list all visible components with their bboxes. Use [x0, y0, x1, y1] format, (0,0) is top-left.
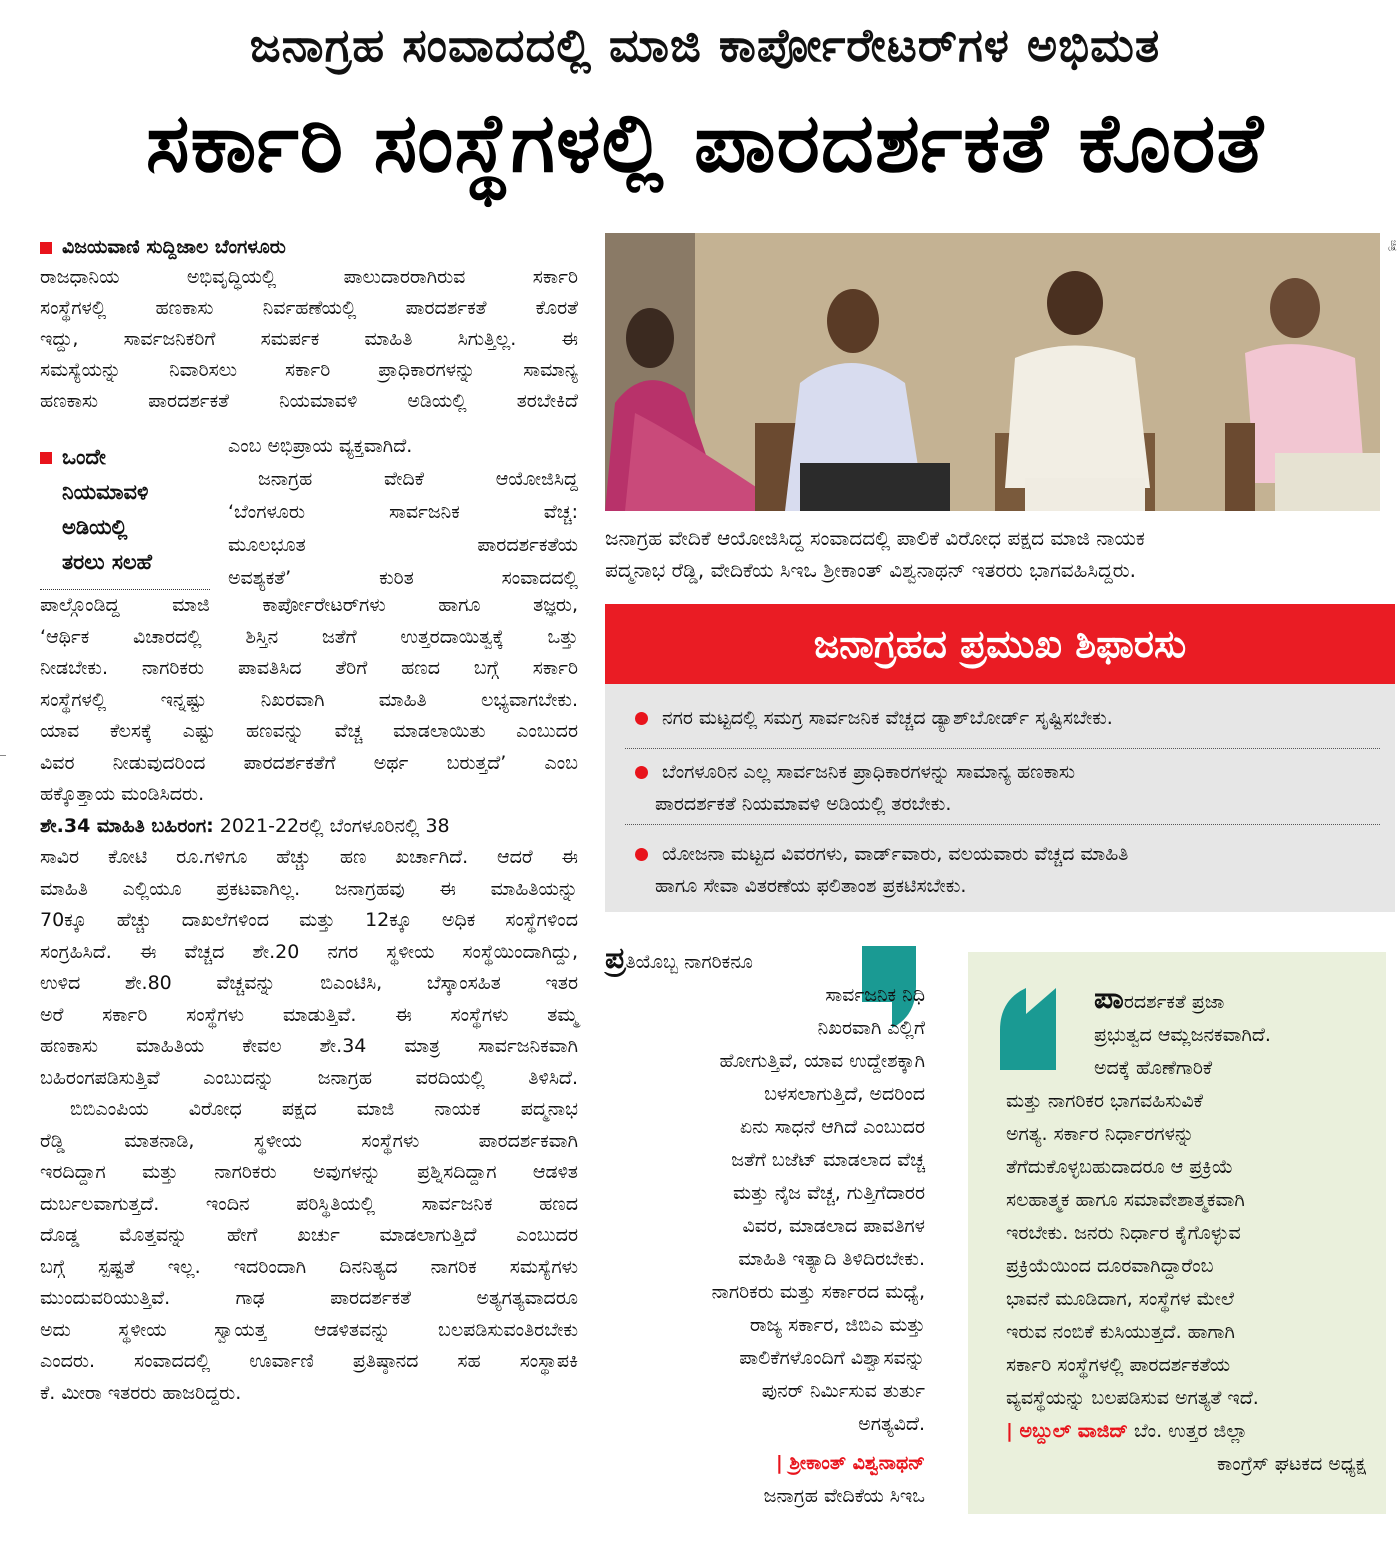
paragraph-demands — [40, 590, 578, 811]
bullet-dot-icon — [635, 766, 648, 779]
quote-line: ಜತೆಗೆ ಬಜೆಟ್ ಮಾಡಲಾದ ವೆಚ್ಚ — [731, 1149, 925, 1171]
bullet-dot-icon — [635, 848, 648, 861]
quote-line: ಇರುವ ನಂಬಿಕೆ ಕುಸಿಯುತ್ತದೆ. ಹಾಗಾಗಿ — [1006, 1321, 1235, 1343]
text-line: ಸಂಸ್ಥೆಗಳಲ್ಲಿ ಇನ್ನಷ್ಟು ನಿಖರವಾಗಿ ಮಾಹಿತಿ ಲಭ್ಯವಾಗಬೇಕು. — [40, 688, 578, 711]
bullet-square-icon — [40, 242, 52, 254]
divider — [625, 824, 1380, 825]
bullet-square-icon — [40, 452, 52, 464]
paragraph-reddi — [40, 1094, 578, 1409]
quote-line: ಅಗತ್ಯವಿದೆ. — [858, 1413, 925, 1435]
quote-line: ಪುನರ್ ನಿರ್ಮಿಸುವ ತುರ್ತು — [761, 1380, 925, 1402]
quote-line: ನಿಖರವಾಗಿ ಎಲ್ಲಿಗೆ — [817, 1017, 925, 1039]
text-line: ಅವಶ್ಯಕತೆ’ ಕುರಿತ ಸಂವಾದದಲ್ಲಿ — [228, 567, 578, 589]
pull-quote-wajid: ಪಾರದರ್ಶಕತೆ ಪ್ರಜಾ ಪ್ರಭುತ್ವದ ಆಮ್ಲಜನಕವಾಗಿದೆ. ಅದಕ್ಕೆ ಹೊಣೆಗಾರಿಕೆ ಮತ್ತು ನಾಗರಿಕರ ಭಾಗವಹಿಸುವಿಕೆ ಅಗತ್ಯ. ಸರ್ಕಾರ ನಿರ್ಧಾರಗಳನ್ನು ತೆಗೆದುಕೊಳ್ಳಬಹುದಾದರೂ ಆ ಪ್ರಕ್ರಿಯೆ ಸಲಹಾತ್ಮಕ ಹಾಗೂ ಸಮಾವೇಶಾತ್ಮಕವಾಗಿ ಇರಬೇಕು. ಜನರು ನಿರ್ಧಾರ ಕೈಗೊಳ್ಳುವ ಪ್ರಕ್ರಿಯೆಯಿಂದ ದೂರವಾಗಿದ್ದಾರೆಂಬ ಭಾವನೆ ಮೂಡಿದಾಗ, ಸಂಸ್ಥೆಗಳ ಮೇಲೆ ಇರುವ ನಂಬಿಕೆ ಕುಸಿಯುತ್ತದೆ. ಹಾಗಾಗಿ ಸರ್ಕಾರಿ ಸಂಸ್ಥೆಗಳಲ್ಲಿ ಪಾರದರ್ಶಕತೆಯ ವ್ಯವಸ್ಥೆಯನ್ನು ಬಲಪಡಿಸುವ ಅಗತ್ಯತೆ ಇದೆ. | ಅಬ್ದುಲ್ ವಾಜಿದ್ ಬೆಂ. ಉತ್ತರ ಜಿಲ್ಲಾ ಕಾಂಗ್ರೆಸ್ ಘಟಕದ ಅಧ್ಯಕ್ಷ — [1006, 982, 1366, 1481]
quote-line: ಪ್ರಕ್ರಿಯೆಯಿಂದ ದೂರವಾಗಿದ್ದಾರೆಂಬ — [1006, 1255, 1214, 1277]
caption-line: ಪದ್ಮನಾಭ ರೆಡ್ಡಿ, ವೇದಿಕೆಯ ಸಿಇಒ ಶ್ರೀಕಾಂತ್ ವಿಶ್ವನಾಥನ್ ಇತರರು ಭಾಗವಹಿಸಿದ್ದರು. — [605, 558, 1136, 582]
quote-author-role: ಕಾಂಗ್ರೆಸ್ ಘಟಕದ ಅಧ್ಯಕ್ಷ — [1216, 1453, 1366, 1475]
text-line: ಬಿಬಿಎಂಪಿಯ ವಿರೋಧ ಪಕ್ಷದ ಮಾಜಿ ನಾಯಕ ಪದ್ಮನಾಭ — [70, 1098, 578, 1120]
text-line: ಉಳಿದ ಶೇ.80 ವೆಚ್ಚವನ್ನು ಬಿಎಂಟಿಸಿ, ಬೆಸ್ಕಾಂಸಹಿತ ಇತರ — [40, 972, 578, 994]
text-line: ಹಣಕಾಸು ಮಾಹಿತಿಯ ಕೇವಲ ಶೇ.34 ಮಾತ್ರ ಸಾರ್ವಜನಿಕವಾಗಿ — [40, 1035, 578, 1057]
quote-line: ನಾಗರಿಕರು ಮತ್ತು ಸರ್ಕಾರದ ಮಧ್ಯೆ, — [711, 1281, 925, 1303]
quote-line: ಸರ್ಕಾರಿ ಸಂಸ್ಥೆಗಳಲ್ಲಿ ಪಾರದರ್ಶಕತೆಯ — [1006, 1354, 1231, 1376]
quote-line: ಮಾಹಿತಿ ಇತ್ಯಾದಿ ತಿಳಿದಿರಬೇಕು. — [738, 1248, 925, 1270]
quote-line: ಇರಬೇಕು. ಜನರು ನಿರ್ಧಾರ ಕೈಗೊಳ್ಳುವ — [1006, 1222, 1241, 1244]
recommendations-title: ಜನಾಗ್ರಹದ ಪ್ರಮುಖ ಶಿಫಾರಸು — [605, 604, 1395, 684]
text-line: ಬಹಿರಂಗಪಡಿಸುತ್ತಿವೆ ಎಂಬುದನ್ನು ಜನಾಗ್ರಹ ವರದಿಯಲ್ಲಿ ತಿಳಿಸಿದೆ. — [40, 1066, 578, 1089]
intro-paragraph — [40, 262, 578, 417]
quote-line: ಬಳಸಲಾಗುತ್ತಿದೆ, ಅದರಿಂದ — [764, 1083, 925, 1105]
text-line: ರೆಡ್ಡಿ ಮಾತನಾಡಿ, ಸ್ಥಳೀಯ ಸಂಸ್ಥೆಗಳು ಪಾರದರ್ಶಕವಾಗಿ — [40, 1129, 578, 1152]
quote-line: ಮತ್ತು ನೈಜ ವೆಚ್ಚ, ಗುತ್ತಿಗೆದಾರರ — [733, 1182, 925, 1204]
event-photo — [605, 233, 1380, 511]
text-line: ಮುಂದುವರಿಯುತ್ತಿವೆ. ಗಾಢ ಪಾರದರ್ಶಕತೆ ಅತ್ಯಗತ್ಯವಾದರೂ — [40, 1287, 578, 1309]
quote-line: ಮತ್ತು ನಾಗರಿಕರ ಭಾಗವಹಿಸುವಿಕೆ — [1006, 1090, 1203, 1112]
recommendations-list — [605, 684, 1395, 912]
text-line: ಕೆ. ಮೀರಾ ಇತರರು ಹಾಜರಿದ್ದರು. — [40, 1381, 242, 1404]
quote-author: | ಅಬ್ದುಲ್ ವಾಜಿದ್ — [1006, 1420, 1128, 1442]
byline: ವಿಜಯವಾಣಿ ಸುದ್ದಿಜಾಲ ಬೆಂಗಳೂರು — [40, 232, 578, 262]
text-line: ದುರ್ಬಲವಾಗುತ್ತದೆ. ಇಂದಿನ ಪರಿಸ್ಥಿತಿಯಲ್ಲಿ ಸಾರ್ವಜನಿಕ ಹಣದ — [40, 1192, 578, 1215]
quote-line: ವಿವರ, ಮಾಡಲಾದ ಪಾವತಿಗಳ — [742, 1215, 925, 1237]
disclosure-label: ಶೇ.34 ಮಾಹಿತಿ ಬಹಿರಂಗ: — [40, 814, 214, 837]
kicker-headline: ಜನಾಗ್ರಹ ಸಂವಾದದಲ್ಲಿ ಮಾಜಿ ಕಾರ್ಪೋರೇಟರ್‌ಗಳ ಅಭಿಮತ — [249, 18, 1161, 72]
text-line: ಅದು ಸ್ಥಳೀಯ ಸ್ವಾಯತ್ತ ಆಡಳಿತವನ್ನು ಬಲಪಡಿಸುವಂತಿರಬೇಕು — [40, 1318, 578, 1341]
quote-author-role: ಜನಾಗ್ರಹ ವೇದಿಕೆಯ ಸಿಇಒ — [763, 1485, 925, 1507]
recommendation-item: ನಗರ ಮಟ್ಟದಲ್ಲಿ ಸಮಗ್ರ ಸಾರ್ವಜನಿಕ ವೆಚ್ಚದ ಡ್ಯಾಶ್‌ಬೋರ್ಡ್ ಸೃಷ್ಟಿಸಬೇಕು. — [635, 702, 1375, 734]
text-line: ರಾಜಧಾನಿಯ ಅಭಿವೃದ್ಧಿಯಲ್ಲಿ ಪಾಲುದಾರರಾಗಿರುವ ಸರ್ಕಾರಿ — [40, 266, 578, 288]
subhead: ಒಂದೇ ನಿಯಮಾವಳಿ ಅಡಿಯಲ್ಲಿ ತರಲು ಸಲಹೆ — [40, 440, 210, 590]
text-line: ಯಾವ ಕೆಲಸಕ್ಕೆ ಎಷ್ಟು ಹಣವನ್ನು ವೆಚ್ಚ ಮಾಡಲಾಯಿತು ಎಂಬುದರ — [40, 720, 578, 742]
text-line: ಸಂಸ್ಥೆಗಳಲ್ಲಿ ಹಣಕಾಸು ನಿರ್ವಹಣೆಯಲ್ಲಿ ಪಾರದರ್ಶಕತೆ ಕೊರತೆ — [40, 297, 578, 319]
quote-line: ಅಗತ್ಯ. ಸರ್ಕಾರ ನಿರ್ಧಾರಗಳನ್ನು — [1006, 1123, 1195, 1145]
quote-author: | ಶ್ರೀಕಾಂತ್ ವಿಶ್ವನಾಥನ್ — [775, 1452, 925, 1474]
caption-line: ಜನಾಗ್ರಹ ವೇದಿಕೆ ಆಯೋಜಿಸಿದ್ದ ಸಂವಾದದಲ್ಲಿ ಪಾಲಿಕೆ ವಿರೋಧ ಪಕ್ಷದ ಮಾಜಿ ನಾಯಕ — [605, 526, 1145, 550]
text-line: ವಿವರ ನೀಡುವುದರಿಂದ ಪಾರದರ್ಶಕತೆಗೆ ಅರ್ಥ ಬರುತ್ತದೆ’ ಎಂಬ — [40, 751, 578, 774]
text-line: ಸಂಗ್ರಹಿಸಿದೆ. ಈ ವೆಚ್ಚದ ಶೇ.20 ನಗರ ಸ್ಥಳೀಯ ಸಂಸ್ಥೆಯಿಂದಾಗಿದ್ದು, — [40, 940, 578, 963]
text-line: ಸಾವಿರ ಕೋಟಿ ರೂ.ಗಳಿಗೂ ಹೆಚ್ಚು ಹಣ ಖರ್ಚಾಗಿದೆ. ಆದರೆ ಈ — [40, 846, 578, 868]
text-line: ಮಾಹಿತಿ ಎಲ್ಲಿಯೂ ಪ್ರಕಟವಾಗಿಲ್ಲ. ಜನಾಗ್ರಹವು ಈ ಮಾಹಿತಿಯನ್ನು — [40, 877, 578, 900]
text-line: ನೀಡಬೇಕು. ನಾಗರಿಕರು ಪಾವತಿಸಿದ ತೆರಿಗೆ ಹಣದ ಬಗ್ಗೆ ಸರ್ಕಾರಿ — [40, 657, 578, 679]
text-line: ಇದ್ದು, ಸಾರ್ವಜನಿಕರಿಗೆ ಸಮರ್ಪಕ ಮಾಹಿತಿ ಸಿಗುತ್ತಿಲ್ಲ. ಈ — [40, 328, 578, 350]
text-line: ಬಗ್ಗೆ ಸ್ಪಷ್ಟತೆ ಇಲ್ಲ. ಇದರಿಂದಾಗಿ ದಿನನಿತ್ಯದ ನಾಗರಿಕ ಸಮಸ್ಯೆಗಳು — [40, 1255, 578, 1278]
drop-cap: ಪ್ರ — [605, 941, 626, 976]
text-line: ಎಂಬ ಅಭಿಪ್ರಾಯ ವ್ಯಕ್ತವಾಗಿದೆ. — [228, 435, 413, 457]
drop-cap: ಪಾ — [1094, 981, 1124, 1016]
text-line: ಸಮಸ್ಯೆಯನ್ನು ನಿವಾರಿಸಲು ಸರ್ಕಾರಿ ಪ್ರಾಧಿಕಾರಗಳನ್ನು ಸಾಮಾನ್ಯ — [40, 359, 578, 381]
divider — [625, 748, 1380, 749]
quote-line: ಹೋಗುತ್ತಿವೆ, ಯಾವ ಉದ್ದೇಶಕ್ಕಾಗಿ — [719, 1050, 925, 1072]
quote-line: ಸಾರ್ವಜನಿಕ ನಿಧಿ — [825, 984, 925, 1006]
quote-line: ಭಾವನೆ ಮೂಡಿದಾಗ, ಸಂಸ್ಥೆಗಳ ಮೇಲೆ — [1006, 1288, 1235, 1310]
text-line: ‘ಆರ್ಥಿಕ ವಿಚಾರದಲ್ಲಿ ಶಿಸ್ತಿನ ಜತೆಗೆ ಉತ್ತರದಾಯಿತ್ವಕ್ಕೆ ಒತ್ತು — [40, 625, 578, 648]
article-intro — [40, 232, 578, 417]
recommendation-item: ಬೆಂಗಳೂರಿನ ಎಲ್ಲ ಸಾರ್ವಜನಿಕ ಪ್ರಾಧಿಕಾರಗಳನ್ನು ಸಾಮಾನ್ಯ ಹಣಕಾಸು ಪಾರದರ್ಶಕತೆ ನಿಯಮಾವಳಿ ಅಡಿಯಲ್ಲಿ ತರಬೇಕು. — [635, 756, 1375, 820]
column-rule — [0, 755, 6, 756]
text-line: ಮೂಲಭೂತ ಪಾರದರ್ಶಕತೆಯ — [228, 534, 578, 556]
quote-line: ತೆಗೆದುಕೊಳ್ಳಬಹುದಾದರೂ ಆ ಪ್ರಕ್ರಿಯೆ — [1006, 1156, 1234, 1178]
text-line: ಪಾಲ್ಗೊಂಡಿದ್ದ ಮಾಜಿ ಕಾರ್ಪೋರೇಟರ್‌ಗಳು ಹಾಗೂ ತಜ್ಞರು, — [40, 594, 578, 616]
text-line: ದೊಡ್ಡ ಮೊತ್ತವನ್ನು ಹೇಗೆ ಖರ್ಚು ಮಾಡಲಾಗುತ್ತಿದೆ ಎಂಬುದರ — [40, 1224, 578, 1246]
text-line: ಹಕ್ಕೊತ್ತಾಯ ಮಂಡಿಸಿದರು. — [40, 783, 205, 805]
main-headline: ಸರ್ಕಾರಿ ಸಂಸ್ಥೆಗಳಲ್ಲಿ ಪಾರದರ್ಶಕತೆ ಕೊರತೆ — [145, 96, 1265, 191]
recommendation-item: ಯೋಜನಾ ಮಟ್ಟದ ವಿವರಗಳು, ವಾರ್ಡ್‌ವಾರು, ವಲಯವಾರು ವೆಚ್ಚದ ಮಾಹಿತಿ ಹಾಗೂ ಸೇವಾ ವಿತರಣೆಯ ಫಲಿತಾಂಶ ಪ್ರಕಟಿಸಬೇಕು. — [635, 838, 1375, 902]
text-line: ಅರೆ ಸರ್ಕಾರಿ ಸಂಸ್ಥೆಗಳು ಮಾಡುತ್ತಿವೆ. ಈ ಸಂಸ್ಥೆಗಳು ತಮ್ಮ — [40, 1003, 578, 1026]
text-line: ಇರದಿದ್ದಾಗ ಮತ್ತು ನಾಗರಿಕರು ಅವುಗಳನ್ನು ಪ್ರಶ್ನಿಸದಿದ್ದಾಗ ಆಡಳಿತ — [40, 1161, 578, 1183]
text-line: 70ಕ್ಕೂ ಹೆಚ್ಚು ದಾಖಲೆಗಳಿಂದ ಮತ್ತು 12ಕ್ಕೂ ಅಧಿಕ ಸಂಸ್ಥೆಗಳಿಂದ — [40, 909, 578, 931]
text-line: ಹಣಕಾಸು ಪಾರದರ್ಶಕತೆ ನಿಯಮಾವಳಿ ಅಡಿಯಲ್ಲಿ ತರಬೇಕಿದೆ — [40, 390, 578, 412]
pull-quote-srikanth: ಪ್ರತಿಯೊಬ್ಬ ನಾಗರಿಕನೂ ಸಾರ್ವಜನಿಕ ನಿಧಿ ನಿಖರವಾಗಿ ಎಲ್ಲಿಗೆ ಹೋಗುತ್ತಿವೆ, ಯಾವ ಉದ್ದೇಶಕ್ಕಾಗಿ ಬಳಸಲಾಗುತ್ತಿದೆ, ಅದರಿಂದ ಏನು ಸಾಧನೆ ಆಗಿದೆ ಎಂಬುದರ ಜತೆಗೆ ಬಜೆಟ್ ಮಾಡಲಾದ ವೆಚ್ಚ ಮತ್ತು ನೈಜ ವೆಚ್ಚ, ಗುತ್ತಿಗೆದಾರರ ವಿವರ, ಮಾಡಲಾದ ಪಾವತಿಗಳ ಮಾಹಿತಿ ಇತ್ಯಾದಿ ತಿಳಿದಿರಬೇಕು. ನಾಗರಿಕರು ಮತ್ತು ಸರ್ಕಾರದ ಮಧ್ಯೆ, ರಾಜ್ಯ ಸರ್ಕಾರ, ಜಿಬಿಎ ಮತ್ತು ಪಾಲಿಕೆಗಳೊಂದಿಗೆ ವಿಶ್ವಾಸವನ್ನು ಪುನರ್ ನಿರ್ಮಿಸುವ ತುರ್ತು ಅಗತ್ಯವಿದೆ. | ಶ್ರೀಕಾಂತ್ ವಿಶ್ವನಾಥನ್ ಜನಾಗ್ರಹ ವೇದಿಕೆಯ ಸಿಇಒ — [605, 942, 925, 1513]
text-line: ಎಂದರು. ಸಂವಾದದಲ್ಲಿ ಊರ್ವಾಣಿ ಪ್ರತಿಷ್ಠಾನದ ಸಹ ಸಂಸ್ಥಾಪಕಿ — [40, 1350, 578, 1372]
article-body — [40, 590, 578, 1409]
quote-line: ವ್ಯವಸ್ಥೆಯನ್ನು ಬಲಪಡಿಸುವ ಅಗತ್ಯತೆ ಇದೆ. — [1006, 1387, 1259, 1409]
text-line: ‘ಬೆಂಗಳೂರು ಸಾರ್ವಜನಿಕ ವೆಚ್ಚ: — [228, 501, 578, 523]
photo-caption — [605, 522, 1380, 586]
panel-discussion-illustration — [605, 233, 1380, 511]
bullet-dot-icon — [635, 712, 648, 725]
paragraph-disclosure: ಶೇ.34 ಮಾಹಿತಿ ಬಹಿರಂಗ: 2021-22ರಲ್ಲಿ ಬೆಂಗಳೂರಿನಲ್ಲಿ 38 ಸಾವಿರ ಕೋಟಿ ರೂ.ಗಳಿಗೂ ಹೆಚ್ಚು ಹಣ ಖರ್ಚಾಗಿದೆ. ಆದರೆ ಈ ಮಾಹಿತಿ ಎಲ್ಲಿಯೂ ಪ್ರಕಟವಾಗಿಲ್ಲ. ಜನಾಗ್ರಹವು ಈ ಮಾಹಿತಿಯನ್ನು 70ಕ್ಕೂ ಹೆಚ್ಚು ದಾಖಲೆಗಳಿಂದ ಮತ್ತು 12ಕ್ಕೂ ಅಧಿಕ ಸಂಸ್ಥೆಗಳಿಂದ ಸಂಗ್ರಹಿಸಿದೆ. ಈ ವೆಚ್ಚದ ಶೇ.20 ನಗರ ಸ್ಥಳೀಯ ಸಂಸ್ಥೆಯಿಂದಾಗಿದ್ದು, ಉಳಿದ ಶೇ.80 ವೆಚ್ಚವನ್ನು ಬಿಎಂಟಿಸಿ, ಬೆಸ್ಕಾಂಸಹಿತ ಇತರ ಅರೆ ಸರ್ಕಾರಿ ಸಂಸ್ಥೆಗಳು ಮಾಡುತ್ತಿವೆ. ಈ ಸಂಸ್ಥೆಗಳು ತಮ್ಮ ಹಣಕಾಸು ಮಾಹಿತಿಯ ಕೇವಲ ಶೇ.34 ಮಾತ್ರ ಸಾರ್ವಜನಿಕವಾಗಿ ಬಹಿರಂಗಪಡಿಸುತ್ತಿವೆ ಎಂಬುದನ್ನು ಜನಾಗ್ರಹ ವರದಿಯಲ್ಲಿ ತಿಳಿಸಿದೆ. — [40, 811, 578, 1095]
wrapped-paragraph — [228, 430, 578, 595]
text-line: ಜನಾಗ್ರಹ ವೇದಿಕೆ ಆಯೋಜಿಸಿದ್ದ — [258, 468, 578, 490]
photo-credit: ಚಿತ್ರ — [1388, 240, 1398, 252]
quote-line: ಸಲಹಾತ್ಮಕ ಹಾಗೂ ಸಮಾವೇಶಾತ್ಮಕವಾಗಿ — [1006, 1189, 1245, 1211]
quote-line: ಏನು ಸಾಧನೆ ಆಗಿದೆ ಎಂಬುದರ — [739, 1116, 925, 1138]
quote-line: ರಾಜ್ಯ ಸರ್ಕಾರ, ಜಿಬಿಎ ಮತ್ತು — [749, 1314, 925, 1336]
quote-line: ಪಾಲಿಕೆಗಳೊಂದಿಗೆ ವಿಶ್ವಾಸವನ್ನು — [739, 1347, 925, 1369]
